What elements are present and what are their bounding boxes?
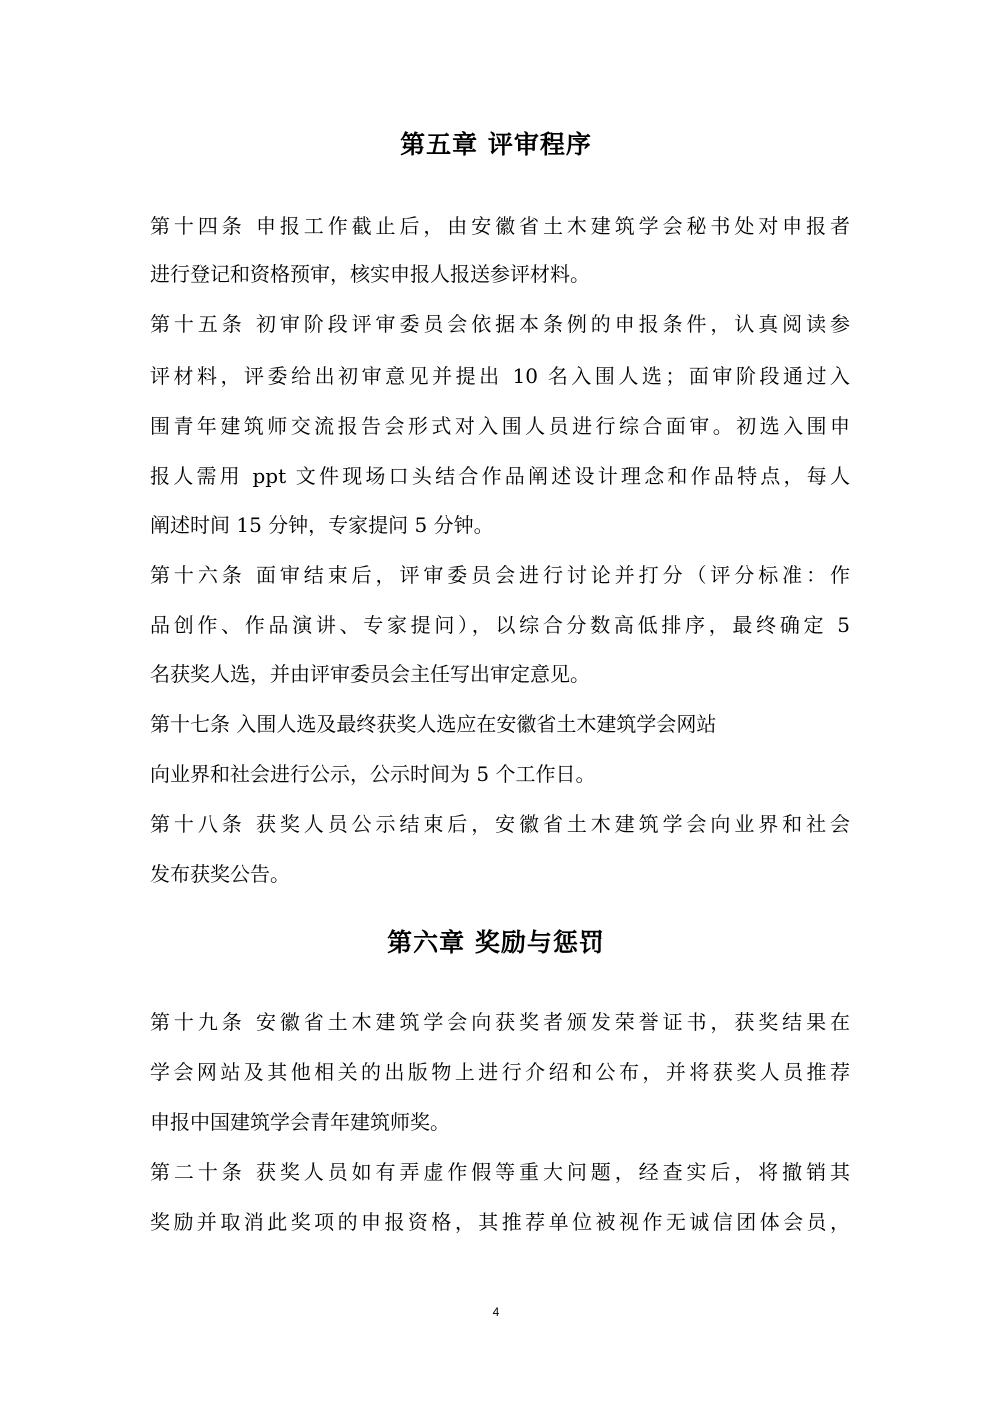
text-line: 第十四条 申报工作截止后，由安徽省土木建筑学会秘书处对申报者 <box>150 214 850 238</box>
text-line: 第十八条 获奖人员公示结束后，安徽省土木建筑学会向业界和社会 <box>150 812 850 836</box>
page-number: 4 <box>492 1305 500 1319</box>
text-line: 阐述时间 15 分钟，专家提问 5 分钟。 <box>150 513 494 537</box>
text-line: 学会网站及其他相关的出版物上进行介绍和公布，并将获奖人员推荐 <box>150 1060 850 1084</box>
text-line: 申报中国建筑学会青年建筑师奖。 <box>150 1110 450 1134</box>
text-line: 第十六条 面审结束后，评审委员会进行讨论并打分（评分标准：作 <box>150 563 850 587</box>
text-line: 进行登记和资格预审，核实申报人报送参评材料。 <box>150 262 590 286</box>
text-line: 报人需用 ppt 文件现场口头结合作品阐述设计理念和作品特点，每人 <box>150 464 850 488</box>
chapter-5-heading: 第五章 评审程序 <box>400 130 592 159</box>
text-line: 品创作、作品演讲、专家提问），以综合分数高低排序，最终确定 5 <box>150 613 850 637</box>
text-line: 向业界和社会进行公示，公示时间为 5 个工作日。 <box>150 762 596 786</box>
text-line: 第十七条 入围人选及最终获奖人选应在安徽省土木建筑学会网站 <box>150 712 717 736</box>
text-line: 第十九条 安徽省土木建筑学会向获奖者颁发荣誉证书，获奖结果在 <box>150 1010 850 1034</box>
text-line: 评材料，评委给出初审意见并提出 10 名入围人选；面审阶段通过入 <box>150 364 850 388</box>
text-line: 第十五条 初审阶段评审委员会依据本条例的申报条件，认真阅读参 <box>150 312 850 336</box>
text-line: 第二十条 获奖人员如有弄虚作假等重大问题，经查实后，将撤销其 <box>150 1160 850 1184</box>
text-line: 奖励并取消此奖项的申报资格，其推荐单位被视作无诚信团体会员， <box>150 1210 850 1234</box>
text-line: 围青年建筑师交流报告会形式对入围人员进行综合面审。初选入围申 <box>150 414 850 438</box>
chapter-6-heading: 第六章 奖励与惩罚 <box>387 928 605 957</box>
text-line: 发布获奖公告。 <box>150 862 290 886</box>
text-line: 名获奖人选，并由评审委员会主任写出审定意见。 <box>150 662 590 686</box>
